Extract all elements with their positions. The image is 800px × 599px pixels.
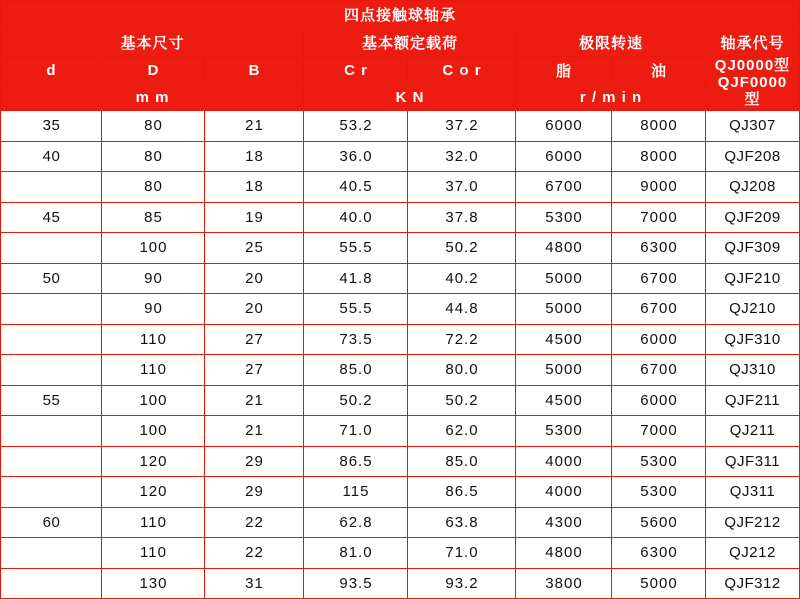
cell-bearing-code: QJF210 [706, 263, 799, 294]
cell-bearing-code: QJ210 [706, 294, 799, 325]
cell-B: 29 [205, 446, 304, 477]
cell-cr: 81.0 [304, 538, 408, 569]
cell-bearing-code: QJ310 [706, 355, 799, 386]
cell-cr: 53.2 [304, 111, 408, 142]
cell-cr: 50.2 [304, 385, 408, 416]
table-row [1, 385, 799, 416]
cell-bearing-code: QJF209 [706, 202, 799, 233]
cell-cor: 93.2 [408, 568, 516, 599]
cell-B: 20 [205, 263, 304, 294]
cell-bearing-code: QJF310 [706, 324, 799, 355]
cell-grease-speed: 6000 [516, 141, 612, 172]
table-title-row [1, 1, 799, 28]
cell-bearing-code: QJF312 [706, 568, 799, 599]
table-row [1, 324, 799, 355]
column-header-oil: 油 [612, 57, 706, 84]
cell-bearing-code: QJF311 [706, 446, 799, 477]
table-row [1, 111, 799, 142]
column-header-Cr: C r [304, 57, 408, 84]
unit-kn: K N [304, 84, 516, 111]
cell-cr: 93.5 [304, 568, 408, 599]
cell-oil-speed: 9000 [612, 172, 706, 203]
cell-B: 27 [205, 324, 304, 355]
cell-oil-speed: 5300 [612, 446, 706, 477]
cell-oil-speed: 6000 [612, 324, 706, 355]
cell-oil-speed: 8000 [612, 141, 706, 172]
table-symbol-header-row [1, 57, 799, 84]
cell-grease-speed: 4300 [516, 507, 612, 538]
cell-d [1, 538, 102, 569]
cell-B: 27 [205, 355, 304, 386]
column-header-D: D [102, 57, 205, 84]
table-row [1, 568, 799, 599]
cell-bearing-code: QJ212 [706, 538, 799, 569]
cell-bearing-code: QJF212 [706, 507, 799, 538]
cell-grease-speed: 4000 [516, 477, 612, 508]
table-row [1, 477, 799, 508]
table-row [1, 538, 799, 569]
cell-cor: 72.2 [408, 324, 516, 355]
cell-oil-speed: 6000 [612, 385, 706, 416]
cell-B: 19 [205, 202, 304, 233]
cell-cor: 86.5 [408, 477, 516, 508]
cell-d [1, 233, 102, 264]
cell-cor: 40.2 [408, 263, 516, 294]
table-row [1, 507, 799, 538]
unit-r-min: r / m i n [516, 84, 706, 111]
code-type-line-1: QJ0000型 [714, 57, 791, 75]
table-row [1, 263, 799, 294]
cell-bearing-code: QJF208 [706, 141, 799, 172]
cell-cor: 85.0 [408, 446, 516, 477]
cell-B: 21 [205, 385, 304, 416]
cell-cor: 37.0 [408, 172, 516, 203]
cell-grease-speed: 5000 [516, 355, 612, 386]
column-header-d: d [1, 57, 102, 84]
table-row [1, 355, 799, 386]
cell-D: 110 [102, 324, 205, 355]
cell-d [1, 324, 102, 355]
cell-D: 100 [102, 385, 205, 416]
unit-mm: m m [1, 84, 304, 111]
cell-grease-speed: 5300 [516, 416, 612, 447]
cell-D: 120 [102, 477, 205, 508]
cell-d [1, 477, 102, 508]
cell-grease-speed: 4500 [516, 324, 612, 355]
cell-d [1, 568, 102, 599]
cell-D: 85 [102, 202, 205, 233]
table-group-header-row [1, 28, 799, 57]
column-header-grease: 脂 [516, 57, 612, 84]
cell-oil-speed: 5600 [612, 507, 706, 538]
cell-D: 90 [102, 263, 205, 294]
column-header-bearing-code-types [706, 57, 799, 111]
cell-d: 40 [1, 141, 102, 172]
cell-B: 31 [205, 568, 304, 599]
cell-B: 20 [205, 294, 304, 325]
cell-cr: 85.0 [304, 355, 408, 386]
group-header-basic-load-ratings: 基本额定载荷 [304, 28, 516, 57]
code-type-line-3: 型 [744, 90, 761, 108]
cell-d [1, 294, 102, 325]
cell-grease-speed: 4800 [516, 233, 612, 264]
cell-cr: 71.0 [304, 416, 408, 447]
cell-bearing-code: QJF309 [706, 233, 799, 264]
cell-cor: 32.0 [408, 141, 516, 172]
cell-B: 18 [205, 172, 304, 203]
cell-D: 110 [102, 538, 205, 569]
cell-cr: 73.5 [304, 324, 408, 355]
cell-d: 35 [1, 111, 102, 142]
cell-d [1, 446, 102, 477]
table-row [1, 416, 799, 447]
cell-cor: 37.8 [408, 202, 516, 233]
code-type-line-2: QJF0000 [717, 74, 788, 92]
cell-cr: 40.0 [304, 202, 408, 233]
cell-oil-speed: 6300 [612, 538, 706, 569]
cell-cor: 50.2 [408, 385, 516, 416]
cell-B: 18 [205, 141, 304, 172]
cell-cr: 55.5 [304, 233, 408, 264]
cell-cr: 86.5 [304, 446, 408, 477]
cell-cor: 62.0 [408, 416, 516, 447]
cell-d: 60 [1, 507, 102, 538]
cell-cr: 36.0 [304, 141, 408, 172]
group-header-bearing-code: 轴承代号 [706, 28, 799, 57]
cell-cr: 55.5 [304, 294, 408, 325]
table-row [1, 172, 799, 203]
group-header-basic-dimensions: 基本尺寸 [1, 28, 304, 57]
table-row [1, 446, 799, 477]
cell-D: 100 [102, 233, 205, 264]
cell-oil-speed: 6700 [612, 294, 706, 325]
cell-d [1, 416, 102, 447]
cell-grease-speed: 5000 [516, 294, 612, 325]
cell-grease-speed: 5300 [516, 202, 612, 233]
column-header-Cor: C o r [408, 57, 516, 84]
cell-bearing-code: QJ311 [706, 477, 799, 508]
cell-grease-speed: 6700 [516, 172, 612, 203]
cell-D: 100 [102, 416, 205, 447]
cell-D: 110 [102, 355, 205, 386]
table-row [1, 202, 799, 233]
cell-B: 21 [205, 111, 304, 142]
cell-d: 45 [1, 202, 102, 233]
cell-grease-speed: 5000 [516, 263, 612, 294]
cell-B: 29 [205, 477, 304, 508]
cell-oil-speed: 7000 [612, 416, 706, 447]
cell-grease-speed: 4800 [516, 538, 612, 569]
cell-d: 50 [1, 263, 102, 294]
cell-grease-speed: 6000 [516, 111, 612, 142]
cell-oil-speed: 6300 [612, 233, 706, 264]
cell-D: 80 [102, 172, 205, 203]
cell-cor: 80.0 [408, 355, 516, 386]
cell-oil-speed: 7000 [612, 202, 706, 233]
cell-oil-speed: 5300 [612, 477, 706, 508]
cell-D: 80 [102, 141, 205, 172]
cell-oil-speed: 6700 [612, 355, 706, 386]
table-row [1, 141, 799, 172]
cell-cor: 50.2 [408, 233, 516, 264]
cell-bearing-code: QJ208 [706, 172, 799, 203]
cell-d [1, 172, 102, 203]
cell-D: 130 [102, 568, 205, 599]
cell-cor: 37.2 [408, 111, 516, 142]
cell-grease-speed: 4500 [516, 385, 612, 416]
cell-B: 21 [205, 416, 304, 447]
cell-cr: 41.8 [304, 263, 408, 294]
cell-bearing-code: QJ307 [706, 111, 799, 142]
cell-D: 120 [102, 446, 205, 477]
table-row [1, 294, 799, 325]
cell-oil-speed: 6700 [612, 263, 706, 294]
cell-bearing-code: QJF211 [706, 385, 799, 416]
cell-cr: 62.8 [304, 507, 408, 538]
table-title: 四点接触球轴承 [1, 1, 799, 28]
cell-grease-speed: 3800 [516, 568, 612, 599]
cell-cor: 63.8 [408, 507, 516, 538]
cell-cor: 44.8 [408, 294, 516, 325]
column-header-B: B [205, 57, 304, 84]
cell-d: 55 [1, 385, 102, 416]
cell-grease-speed: 4000 [516, 446, 612, 477]
cell-cor: 71.0 [408, 538, 516, 569]
cell-B: 25 [205, 233, 304, 264]
cell-oil-speed: 5000 [612, 568, 706, 599]
cell-oil-speed: 8000 [612, 111, 706, 142]
cell-bearing-code: QJ211 [706, 416, 799, 447]
cell-D: 110 [102, 507, 205, 538]
cell-cr: 115 [304, 477, 408, 508]
cell-B: 22 [205, 507, 304, 538]
cell-d [1, 355, 102, 386]
cell-B: 22 [205, 538, 304, 569]
group-header-limiting-speed: 极限转速 [516, 28, 706, 57]
cell-cr: 40.5 [304, 172, 408, 203]
table-unit-header-row [1, 84, 799, 111]
cell-D: 80 [102, 111, 205, 142]
table-row [1, 233, 799, 264]
cell-D: 90 [102, 294, 205, 325]
